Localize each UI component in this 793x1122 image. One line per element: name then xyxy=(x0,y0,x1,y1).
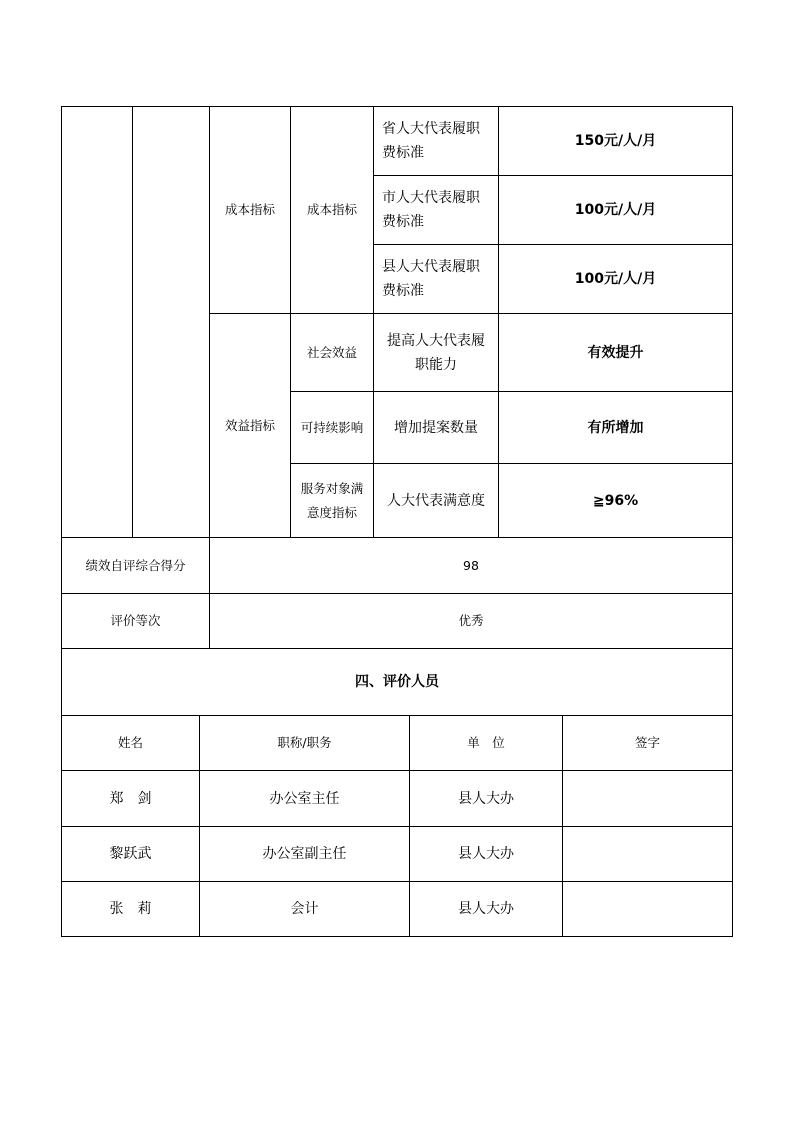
indicator-name-ability: 提高人大代表履职能力 xyxy=(387,332,485,373)
level2-cost-indicator: 成本指标 xyxy=(224,202,275,217)
table-border xyxy=(732,106,733,937)
indicator-value-proposals: 有所增加 xyxy=(587,419,644,436)
header-unit: 单 位 xyxy=(467,735,505,750)
person-unit: 县人大办 xyxy=(458,790,514,807)
grade-label: 评价等次 xyxy=(110,613,161,628)
indicator-name-proposals: 增加提案数量 xyxy=(394,419,478,436)
col-divider xyxy=(132,106,133,537)
person-name: 黎跃武 xyxy=(109,846,152,862)
person-title: 办公室副主任 xyxy=(262,846,347,862)
score-value: 98 xyxy=(463,557,479,573)
indicator-value-county: 100元/人/月 xyxy=(574,271,657,287)
indicator-name-municipal: 市人大代表履职费标准 xyxy=(382,190,480,230)
person-signature xyxy=(563,771,732,826)
header-title: 职称/职务 xyxy=(277,735,332,750)
person-signature xyxy=(563,827,732,881)
level2-benefit-indicator: 效益指标 xyxy=(224,417,275,433)
indicator-value-ability: 有效提升 xyxy=(587,344,644,361)
header-signature: 签字 xyxy=(634,735,660,750)
indicator-value-satisfaction: ≧96% xyxy=(592,492,639,509)
score-label: 绩效自评综合得分 xyxy=(85,557,186,573)
grade-value: 优秀 xyxy=(458,613,484,628)
level3-cost-indicator: 成本指标 xyxy=(306,202,357,217)
indicator-value-municipal: 100元/人/月 xyxy=(574,202,657,218)
person-title: 办公室主任 xyxy=(269,790,340,807)
table-border xyxy=(61,936,733,937)
section-title: 四、评价人员 xyxy=(355,674,439,690)
indicator-name-satisfaction: 人大代表满意度 xyxy=(387,492,485,509)
level3-sustainable-impact: 可持续影响 xyxy=(300,419,364,435)
level3-satisfaction: 服务对象满意度指标 xyxy=(300,480,364,520)
person-title: 会计 xyxy=(290,901,319,917)
person-name: 张 莉 xyxy=(109,901,152,917)
indicator-name-county: 县人大代表履职费标准 xyxy=(382,259,480,299)
person-unit: 县人大办 xyxy=(458,846,514,862)
level3-social-benefit: 社会效益 xyxy=(306,344,357,360)
person-signature xyxy=(563,882,732,936)
header-name: 姓名 xyxy=(117,735,143,750)
person-unit: 县人大办 xyxy=(458,901,514,917)
indicator-name-provincial: 省人大代表履职费标准 xyxy=(382,121,480,161)
indicator-value-provincial: 150元/人/月 xyxy=(574,133,657,149)
person-name: 郑 剑 xyxy=(109,790,152,807)
